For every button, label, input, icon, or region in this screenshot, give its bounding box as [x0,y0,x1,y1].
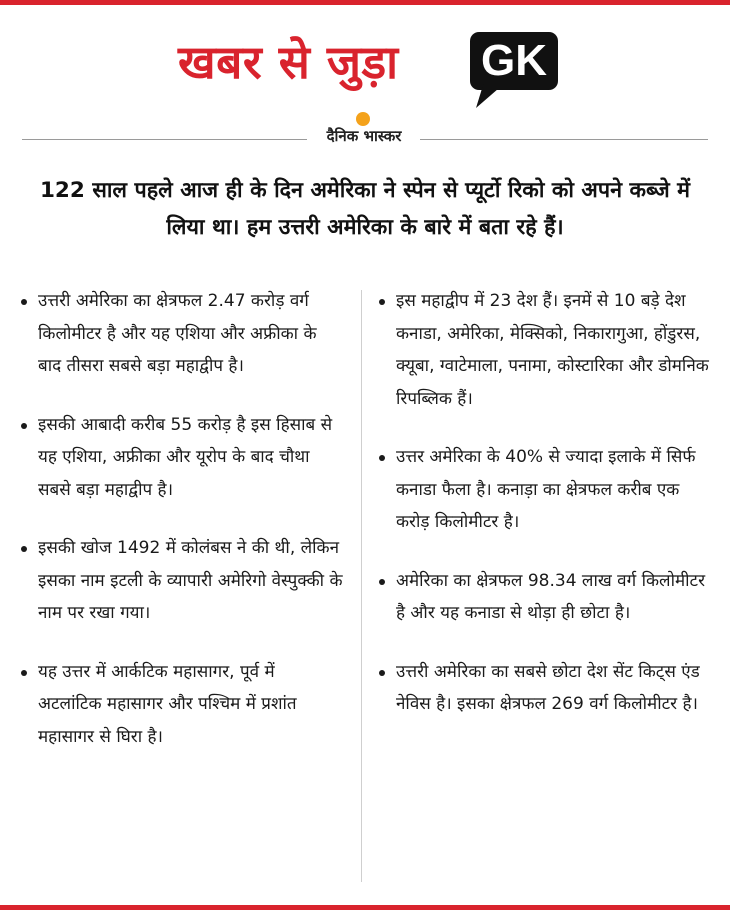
divider-line-left [22,139,307,140]
right-column [376,285,716,721]
fact-item: अमेरिका का क्षेत्रफल 98.34 लाख वर्ग किलोमीटर है और यह कनाडा से थोड़ा ही छोटा है। [376,565,716,630]
headline: खबर से जुड़ा [178,35,399,89]
header [0,22,730,106]
column-divider [361,290,362,882]
brand-row [0,112,730,152]
brand-sun-icon [356,112,370,126]
fact-item: इस महाद्वीप में 23 देश हैं। इनमें से 10 बड़े देश कनाडा, अमेरिका, मेक्सिको, निकारागुआ, होंडुरस, क्यूबा, ग्वाटेमाला, पनामा, कोस्टारिका और डोमनिक रिपब्लिक हैं। [376,285,716,415]
fact-item: यह उत्तर में आर्कटिक महासागर, पूर्व में अटलांटिक महासागर और पश्चिम में प्रशांत महासागर से घिरा है। [18,656,343,754]
bottom-accent-bar [0,905,730,910]
gk-speech-bubble-icon [470,32,558,110]
intro-text: 122 साल पहले आज ही के दिन अमेरिका ने स्पेन से प्यूर्टो रिको को अपने कब्जे में लिया था। हम उत्तरी अमेरिका के बारे में बता रहे हैं। [39,178,691,240]
fact-item: इसकी आबादी करीब 55 करोड़ है इस हिसाब से यह एशिया, अफ्रीका और यूरोप के बाद चौथा सबसे बड़ा महाद्वीप है। [18,409,343,507]
gk-badge-text: GK [481,36,547,85]
fact-item: उत्तर अमेरिका के 40% से ज्यादा इलाके में सिर्फ कनाडा फैला है। कनाड़ा का क्षेत्रफल करीब एक करोड़ किलोमीटर है। [376,441,716,539]
left-column [18,285,343,753]
brand-logo-text: दैनिक भास्कर [326,127,402,145]
divider-line-right [420,139,708,140]
fact-item: उत्तरी अमेरिका का क्षेत्रफल 2.47 करोड़ वर्ग किलोमीटर है और यह एशिया और अफ्रीका के बाद तीसरा सबसे बड़ा महाद्वीप है। [18,285,343,383]
fact-item: इसकी खोज 1492 में कोलंबस ने की थी, लेकिन इसका नाम इटली के व्यापारी अमेरिगो वेस्पुक्की के नाम पर रखा गया। [18,532,343,630]
top-accent-bar [0,0,730,5]
fact-item: उत्तरी अमेरिका का सबसे छोटा देश सेंट किट्स एंड नेविस है। इसका क्षेत्रफल 269 वर्ग किलोमीटर है। [376,656,716,721]
